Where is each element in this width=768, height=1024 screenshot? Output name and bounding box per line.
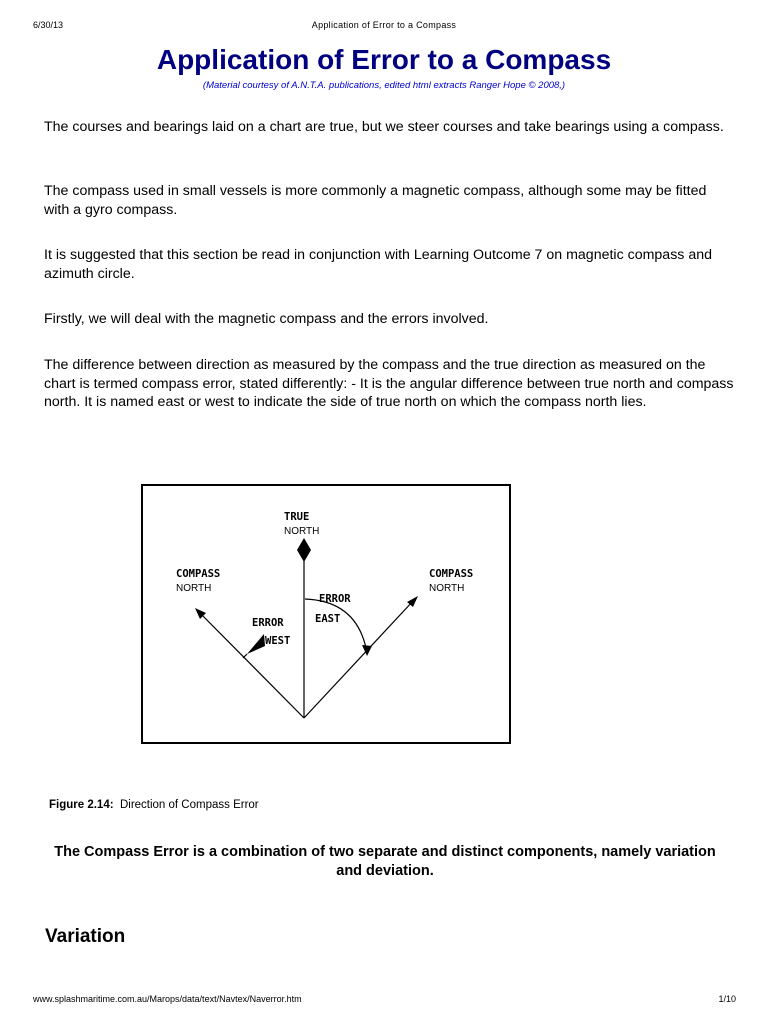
label-error-west: ERROR	[252, 617, 284, 629]
compass-error-diagram	[143, 486, 509, 742]
section-heading-variation: Variation	[45, 926, 126, 947]
label-right-compass: COMPASS	[429, 568, 474, 580]
paragraph-learning-outcome: It is suggested that this section be read in conjunction with Learning Outcome 7 on magnetic compass and azimuth circle.	[44, 247, 712, 282]
caption-label: Figure 2.14:	[49, 799, 114, 811]
print-date: 6/30/13	[33, 20, 64, 30]
label-left-north: NORTH	[176, 583, 212, 594]
compass-error-figure	[141, 484, 511, 744]
paragraph-magnetic: The compass used in small vessels is more commonly a magnetic compass, although some may be fitted with a gyro compass.	[44, 183, 707, 218]
error-west-arrowhead	[247, 634, 265, 654]
label-true: TRUE	[284, 511, 310, 523]
label-error-east: ERROR	[319, 593, 351, 605]
courtesy-note: (Material courtesy of A.N.T.A. publications, edited html extracts Ranger Hope © 2008,)	[202, 80, 566, 91]
label-right-north: NORTH	[429, 583, 465, 594]
label-left-compass: COMPASS	[176, 568, 221, 580]
summary-statement: The Compass Error is a combination of two separate and distinct components, namely variation and deviation.	[54, 844, 716, 879]
label-west: WEST	[265, 635, 291, 647]
page-number: 1/10	[718, 994, 736, 1004]
error-east-arc	[305, 599, 367, 653]
label-east: EAST	[315, 613, 341, 625]
paragraph-courses: The courses and bearings laid on a chart are true, but we steer courses and take bearings using a compass.	[44, 119, 724, 135]
page-title: Application of Error to a Compass	[156, 44, 612, 75]
true-north-diamond	[297, 538, 311, 562]
figure-caption	[49, 799, 259, 811]
paragraph-firstly: Firstly, we will deal with the magnetic compass and the errors involved.	[44, 311, 489, 327]
paragraph-compass-error: The difference between direction as measured by the compass and the true direction as measured on the chart is termed compass error, stated differently: - It is the angular difference between true north and compass north. It is named east or west to indicate the side of true north on which the compass north lies.	[44, 357, 734, 410]
print-title: Application of Error to a Compass	[311, 20, 457, 30]
caption-text: Direction of Compass Error	[119, 799, 259, 811]
source-url: www.splashmaritime.com.au/Marops/data/text/Navtex/Naverror.htm	[33, 994, 302, 1004]
label-true-north: NORTH	[284, 526, 320, 537]
